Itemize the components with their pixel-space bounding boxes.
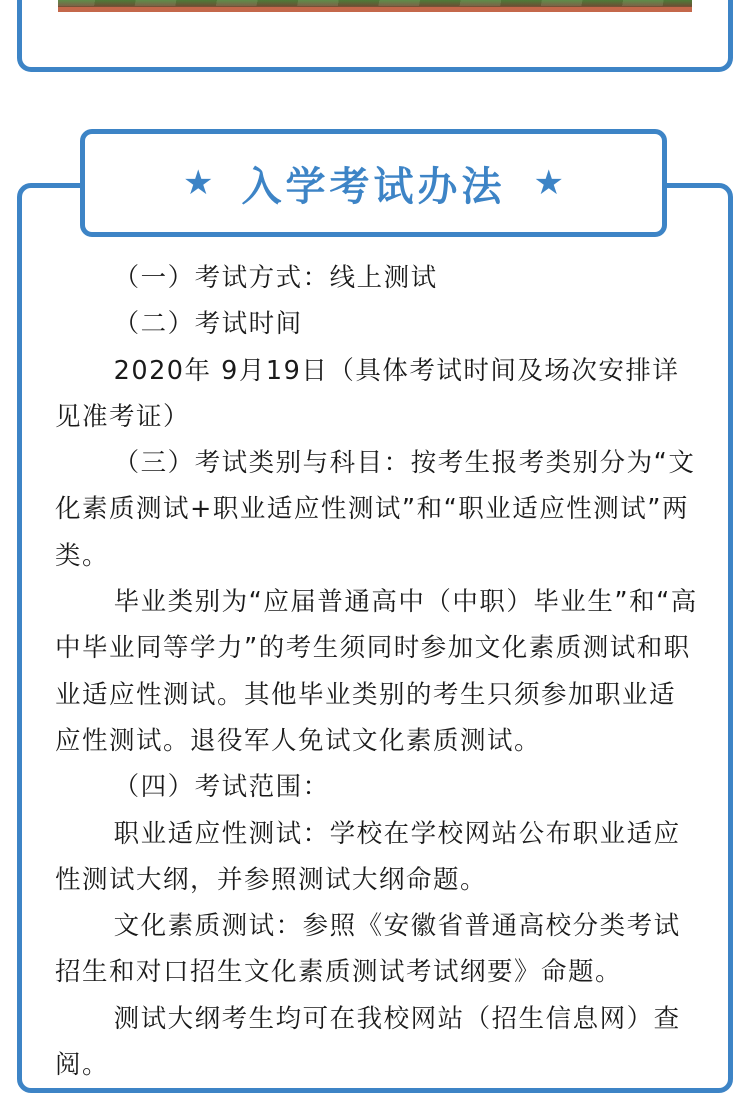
paragraph-exam-mode: （一）考试方式：线上测试	[113, 263, 438, 293]
paragraph-vocational-test: 职业适应性测试：学校在学校网站公布职业适应性测试大纲，并参照测试大纲命题。	[55, 818, 681, 895]
exam-method-content	[55, 255, 700, 1088]
paragraph-graduation-categories: 毕业类别为“应届普通高中（中职）毕业生”和“高中毕业同等学力”的考生须同时参加文化素质测试和职业适应性测试。其他毕业类别的考生只须参加职业适应性测试。退役军人免试文化素质测试。	[55, 587, 698, 756]
star-right-icon: ★	[533, 163, 564, 203]
sports-field-photo	[58, 0, 692, 12]
section-title: 入学考试办法	[241, 163, 506, 210]
paragraph-cultural-test: 文化素质测试：参照《安徽省普通高校分类考试招生和对口招生文化素质测试考试纲要》命题。	[55, 911, 681, 988]
paragraph-exam-date: 2020年 9月19日（具体考试时间及场次安排详见准考证）	[55, 355, 680, 432]
paragraph-syllabus-access: 测试大纲考生均可在我校网站（招生信息网）查阅。	[55, 1003, 681, 1081]
paragraph-exam-time-heading: （二）考试时间	[113, 309, 303, 340]
top-card	[17, 0, 733, 72]
paragraph-exam-scope-heading: （四）考试范围：	[113, 772, 330, 803]
paragraph-exam-categories: （三）考试类别与科目：按考生报考类别分为“文化素质测试+职业适应性测试”和“职业适应性测试”两类。	[55, 448, 696, 571]
running-track	[58, 7, 692, 12]
star-left-icon: ★	[183, 163, 214, 203]
field-stripes	[58, 0, 692, 6]
section-title-box	[80, 129, 667, 237]
